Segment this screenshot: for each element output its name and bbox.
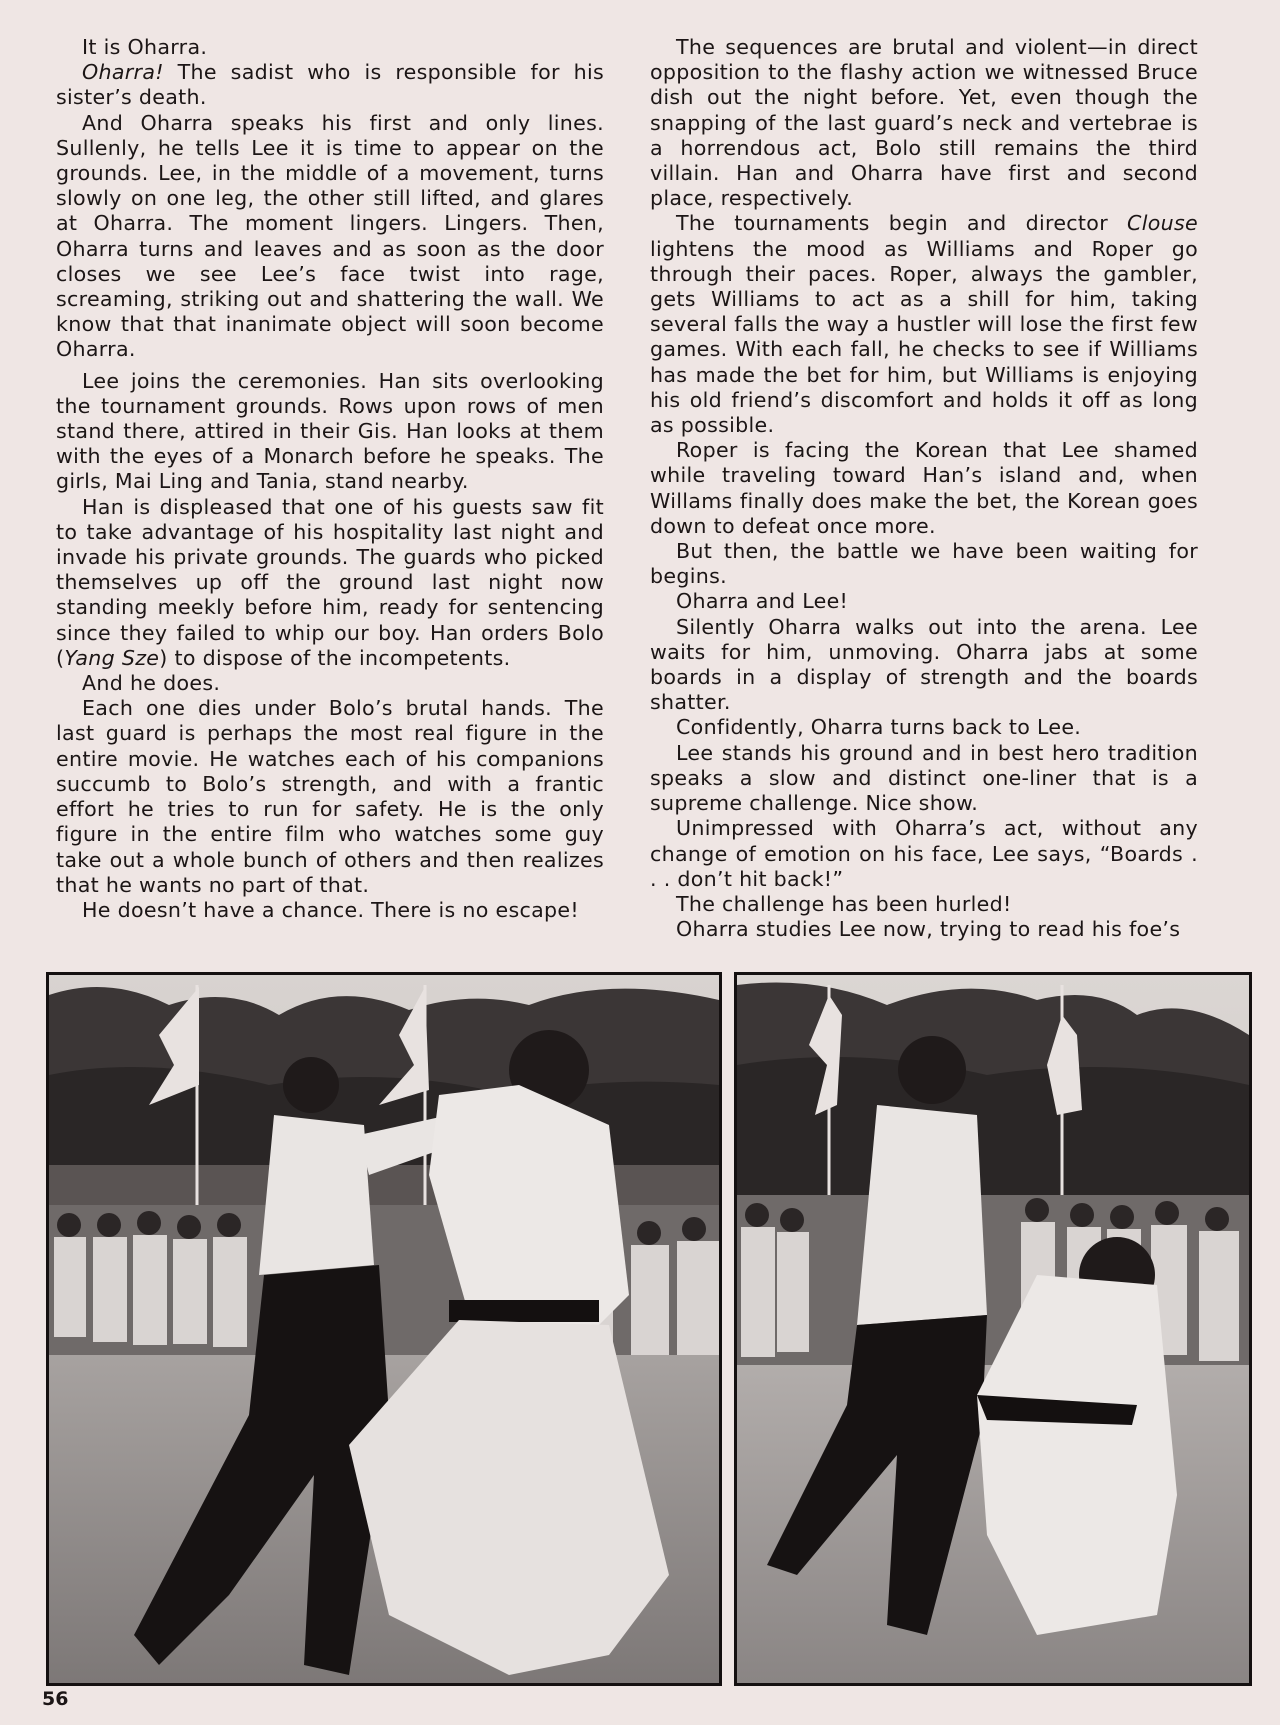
emphasis: Oharra! <box>82 60 164 85</box>
paragraph-text: lightens the mood as Williams and Roper go through their paces. Roper, always the gambler, gets Williams to act as a shill for him, taking several falls the way a hustler will lose the first few games. With each fall, he checks to see if Williams has made the bet for him, but Williams is enjoying his old friend’s discomfort and holds it off as long as possible. <box>650 236 1198 438</box>
paragraph: Silently Oharra walks out into the arena. Lee waits for him, unmoving. Oharra jabs at some boards in a display of strength and the boards shatter. <box>650 614 1198 715</box>
paragraph: Lee joins the ceremonies. Han sits overlooking the tournament grounds. Rows upon rows of men stand there, attired in their Gis. Han looks at them with the eyes of a Monarch before he speaks. The girls, Mai Ling and Tania, stand nearby. <box>56 368 604 494</box>
paragraph: And he does. <box>82 671 221 696</box>
paragraph-text: The tournaments begin and director <box>676 211 1128 236</box>
paragraph <box>650 211 1198 438</box>
paragraph: The challenge has been hurled! <box>676 891 1012 916</box>
paragraph: The sequences are brutal and violent—in direct opposition to the flashy action we witnessed Bruce dish out the night before. Yet, even though the snapping of the last guard’s neck and vertebrae is a horrendous act, Bolo still remains the third villain. Han and Oharra have first and second place, respectively. <box>650 35 1198 211</box>
paragraph: Oharra and Lee! <box>676 589 849 614</box>
fight-scene-illustration <box>737 975 1249 1683</box>
paragraph: Unimpressed with Oharra’s act, without any change of emotion on his face, Lee says, “Boards . . . don’t hit back!” <box>650 816 1198 891</box>
emphasis: Yang Sze <box>64 645 160 670</box>
paragraph: Roper is facing the Korean that Lee shamed while traveling toward Han’s island and, when Willams finally does make the bet, the Korean goes down to defeat once more. <box>650 438 1198 538</box>
paragraph: It is Oharra. <box>82 35 208 59</box>
article-column-left <box>56 35 604 923</box>
paragraph: Each one dies under Bolo’s brutal hands. The last guard is perhaps the most real figure in the entire movie. He watches each of his companions succumb to Bolo’s strength, and with a frantic effort he tries to run for safety. He is the only figure in the entire film who watches some guy take out a whole bunch of others and then realizes that he wants no part of that. <box>56 696 604 897</box>
paragraph-text: The sadist who is responsible for his sister’s death. <box>56 60 604 110</box>
paragraph: Confidently, Oharra turns back to Lee. <box>676 715 1082 740</box>
fight-photo-right <box>734 972 1252 1686</box>
paragraph: But then, the battle we have been waiting for begins. <box>650 539 1198 589</box>
paragraph: Oharra studies Lee now, trying to read his foe’s <box>676 917 1181 942</box>
paragraph: He doesn’t have a chance. There is no escape! <box>82 897 579 922</box>
page-number: 56 <box>42 1688 69 1710</box>
spectators <box>737 1195 1249 1365</box>
emphasis: Clouse <box>1127 211 1198 236</box>
fight-scene-illustration <box>49 975 719 1683</box>
paragraph: And Oharra speaks his first and only lines. Sullenly, he tells Lee it is time to appear on the grounds. Lee, in the middle of a movement, turns slowly on one leg, the other still lifted, and glares at Oharra. The moment lingers. Lingers. Then, Oharra turns and leaves and as soon as the door closes we see Lee’s face twist into rage, screaming, striking out and shattering the wall. We know that that inanimate object will soon become Oharra. <box>56 110 604 362</box>
paragraph <box>56 60 604 110</box>
paragraph-text: Han is displeased that one of his guests saw fit to take advantage of his hospitality last night and invade his private grounds. The guards who picked themselves up off the ground last night now standing meekly before him, ready for sentencing since they failed to whip our boy. Han orders Bolo ( <box>56 494 604 670</box>
fight-photo-left <box>46 972 722 1686</box>
article-column-right <box>650 35 1198 942</box>
paragraph-text: ) to dispose of the incompetents. <box>159 645 511 670</box>
paragraph: Lee stands his ground and in best hero tradition speaks a slow and distinct one-liner that is a supreme challenge. Nice show. <box>650 740 1198 816</box>
paragraph <box>56 495 604 671</box>
